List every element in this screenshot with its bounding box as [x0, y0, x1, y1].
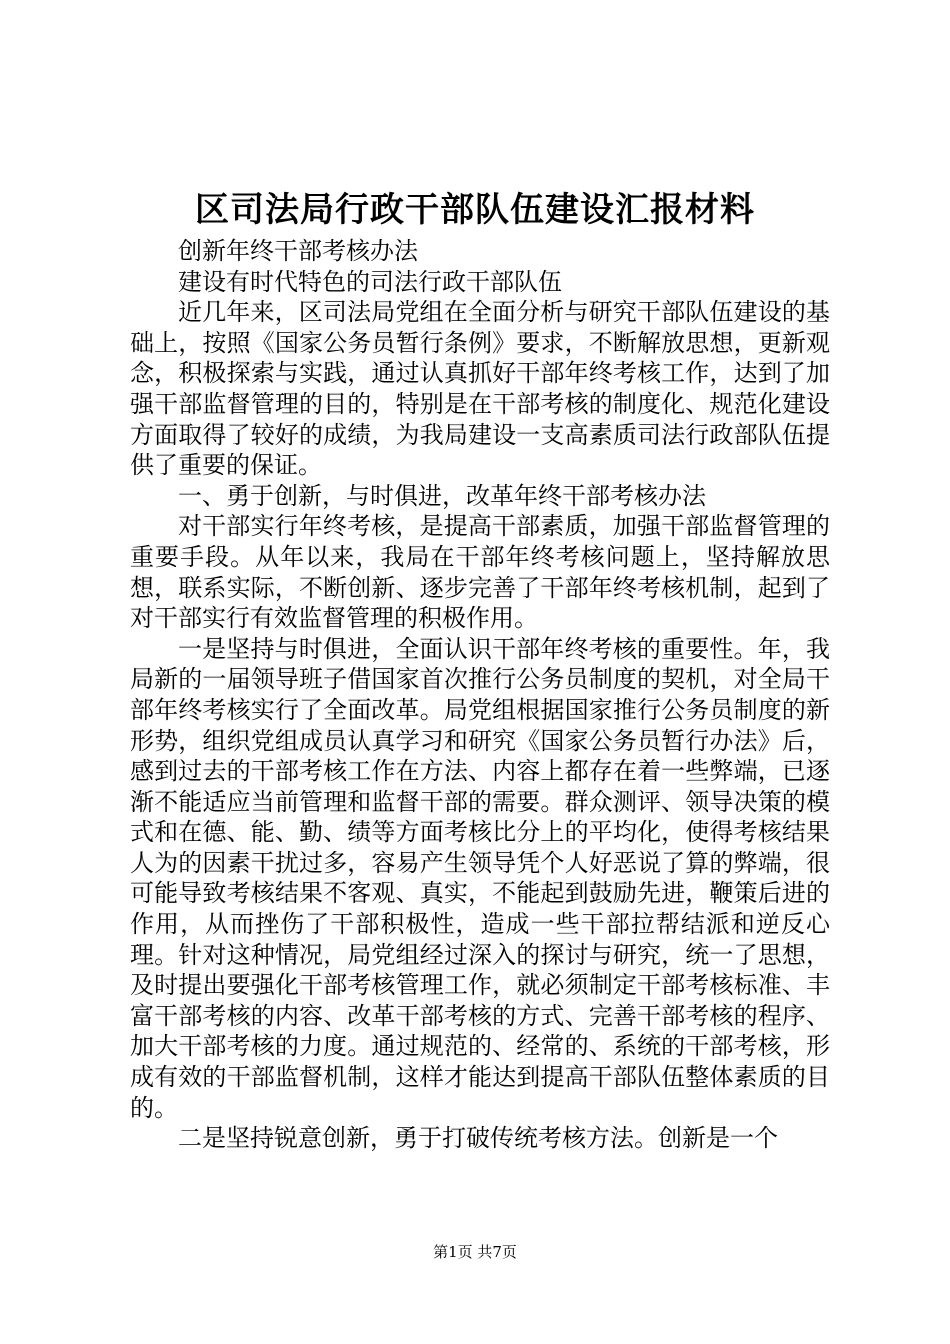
- intro-paragraph: 近几年来，区司法局党组在全面分析与研究干部队伍建设的基础上，按照《国家公务员暂行条例》要求，不断解放思想，更新观念，积极探索与实践，通过认真抓好干部年终考核工作，达到了加强干部监督管理的目的，特别是在干部考核的制度化、规范化建设方面取得了较好的成绩，为我局建设一支高素质司法行政部队伍提供了重要的保证。: [130, 298, 830, 480]
- body-paragraph-3: 二是坚持锐意创新，勇于打破传统考核方法。创新是一个: [178, 1124, 778, 1153]
- section-heading-1: 一、勇于创新，与时俱进，改革年终干部考核办法: [178, 481, 706, 510]
- subtitle-line-2: 建设有时代特色的司法行政干部队伍: [178, 267, 562, 296]
- page-footer: 第1页 共7页: [433, 1243, 517, 1261]
- document-title: 区司法局行政干部队伍建设汇报材料: [195, 190, 755, 230]
- document-body: [130, 236, 830, 1154]
- body-paragraph-2: 一是坚持与时俱进，全面认识干部年终考核的重要性。年，我局新的一届领导班子借国家首次推行公务员制度的契机，对全局干部年终考核实行了全面改革。局党组根据国家推行公务员制度的新形势，组织党组成员认真学习和研究《国家公务员暂行办法》后，感到过去的干部考核工作在方法、内容上都存在着一些弊端，已逐渐不能适应当前管理和监督干部的需要。群众测评、领导决策的模式和在德、能、勤、绩等方面考核比分上的平均化，使得考核结果人为的因素干扰过多，容易产生领导凭个人好恶说了算的弊端，很可能导致考核结果不客观、真实，不能起到鼓励先进，鞭策后进的作用，从而挫伤了干部积极性，造成一些干部拉帮结派和逆反心理。针对这种情况，局党组经过深入的探讨与研究，统一了思想，及时提出要强化干部考核管理工作，就必须制定干部考核标准、丰富干部考核的内容、改革干部考核的方式、完善干部考核的程序、加大干部考核的力度。通过规范的、经常的、系统的干部考核，形成有效的干部监督机制，这样才能达到提高干部队伍整体素质的目的。: [130, 634, 830, 1122]
- subtitle-line-1: 创新年终干部考核办法: [178, 237, 418, 265]
- body-paragraph-1: 对干部实行年终考核，是提高干部素质，加强干部监督管理的重要手段。从年以来，我局在干部年终考核问题上，坚持解放思想，联系实际，不断创新、逐步完善了干部年终考核机制，起到了对干部实行有效监督管理的积极作用。: [130, 512, 830, 633]
